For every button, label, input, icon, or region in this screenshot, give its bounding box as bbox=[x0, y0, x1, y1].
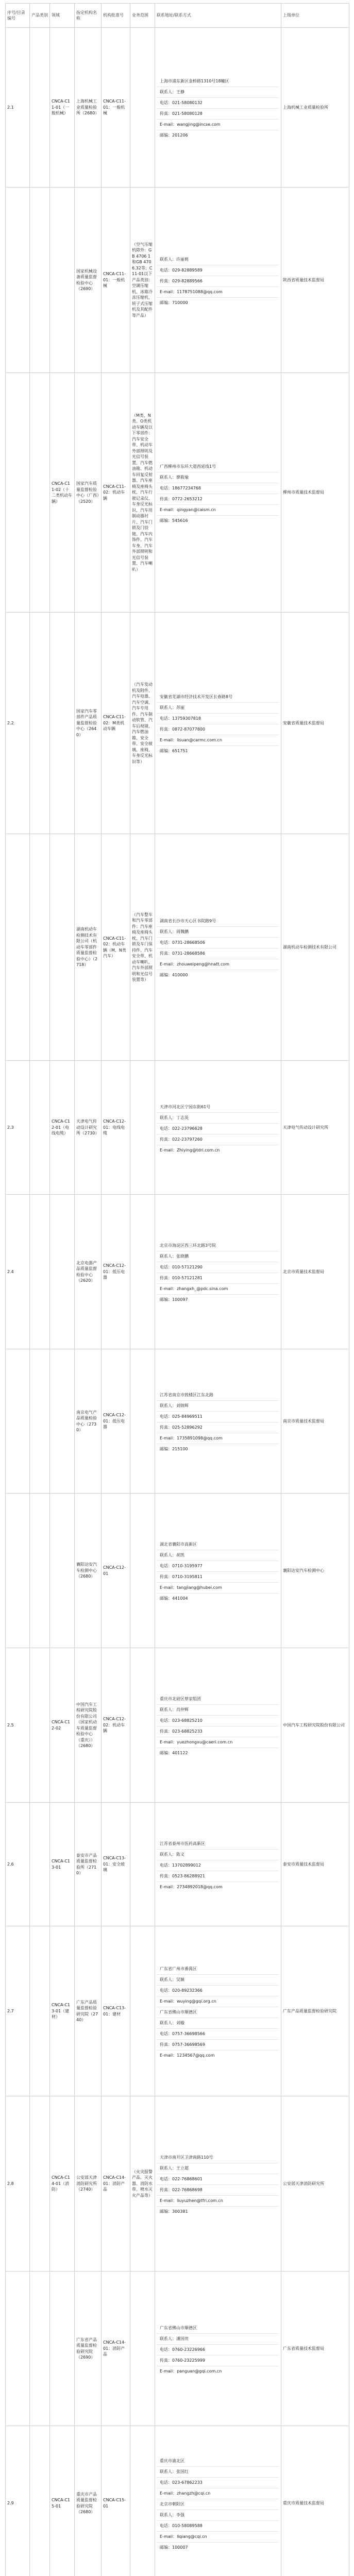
row-contact bbox=[155, 28, 281, 188]
contact-line: 传真：010-57121281 bbox=[157, 1273, 279, 1283]
row-seq: 2.1 bbox=[6, 28, 30, 188]
row-agency-code: CNCA-C15-01 bbox=[102, 2426, 130, 2576]
contact-line: 天津市南开区卫津南路110号 bbox=[160, 2155, 213, 2160]
row-contact bbox=[155, 188, 281, 373]
table-row bbox=[6, 1803, 349, 1926]
row-seq bbox=[6, 834, 30, 1061]
row-agency-name: 重庆市产品质量监督检验研究院（2680） bbox=[75, 2426, 102, 2576]
table-row bbox=[6, 373, 349, 613]
contact-line: 传真：0731-28668586 bbox=[157, 948, 279, 959]
row-domain bbox=[50, 1494, 75, 1648]
row-contact bbox=[155, 1926, 281, 2096]
contact-line: E-mail：1735891098@qq.com bbox=[157, 1433, 279, 1444]
contact-line: 传真：0772-2653212 bbox=[157, 494, 279, 504]
table-row bbox=[6, 1648, 349, 1803]
contact-line: 北京市海淀区西三环北路3号院 bbox=[160, 1243, 216, 1248]
row-agency-name: 公安部天津消防研究所（2740） bbox=[75, 2096, 102, 2272]
row-agency-code: CNCA-C13-01：建材 bbox=[102, 1926, 130, 2096]
contact-line: 邮编：300381 bbox=[157, 2206, 279, 2217]
contact-line: 电话：020-89232366 bbox=[157, 1985, 279, 1996]
row-scope bbox=[130, 1803, 155, 1926]
row-parent-unit: 重庆市质量技术监督局 bbox=[281, 2426, 349, 2576]
row-agency-code: CNCA-C12-02：机动车辆 bbox=[102, 1648, 130, 1803]
row-seq: 2.4 bbox=[6, 1195, 30, 1349]
row-agency-name: 国家机械设备质量监督检验中心（2690） bbox=[75, 188, 102, 373]
row-agency-code: CNCA-C11-01：一般机械 bbox=[102, 28, 130, 188]
row-category bbox=[30, 188, 50, 373]
contact-line: 广东省广州市番禺区 bbox=[160, 1966, 197, 1971]
contact-line: 联系人：李强 bbox=[157, 2510, 279, 2520]
row-parent-unit: 北京市质量技术监督局 bbox=[281, 1195, 349, 1349]
contact-line: 电话：0710-3195977 bbox=[157, 1561, 279, 1571]
row-agency-name: 国家汽车质量监督检验中心（广西）（2520） bbox=[75, 373, 102, 613]
row-scope bbox=[130, 1349, 155, 1494]
contact-line: 传真：022-23797260 bbox=[157, 1134, 279, 1145]
row-agency-name: 广东产品质量监督检验研究院（2740） bbox=[75, 1926, 102, 2096]
contact-line: 天津市河北区宁园东街61号 bbox=[160, 1104, 211, 1109]
contact-line: 联系人：陈义 bbox=[157, 1849, 279, 1860]
row-seq bbox=[6, 188, 30, 373]
table-row bbox=[6, 1926, 349, 2096]
row-category bbox=[30, 613, 50, 834]
header-seq: 序号/目录编号 bbox=[6, 4, 30, 28]
contact-line: 联系人：王静 bbox=[157, 87, 279, 97]
header-agency-code: 机构批准号 bbox=[102, 4, 130, 28]
header-category: 产品类别 bbox=[30, 4, 50, 28]
contact-line: E-mail：zhangxh_@pdc.sina.com bbox=[157, 1283, 279, 1294]
row-category bbox=[30, 373, 50, 613]
contact-line: E-mail：yuezhongxu@caeri.com.cn bbox=[157, 1737, 279, 1748]
contact-line: 电话：0757-36698566 bbox=[157, 2028, 279, 2039]
row-scope bbox=[130, 28, 155, 188]
contact-line: E-mail：zhangzh@cqi.cn bbox=[157, 2488, 279, 2499]
contact-line: E-mail：liuyuzhen@tfri.com.cn bbox=[157, 2195, 279, 2206]
row-category bbox=[30, 834, 50, 1061]
contact-line: 邮编：401122 bbox=[157, 1748, 279, 1758]
row-agency-name: 湖南机动车检测技术有限公司（机动车零部件质量监督检验中心）（2718） bbox=[75, 834, 102, 1061]
contact-line: E-mail：lisuan@carmc.com.cn bbox=[157, 735, 279, 745]
contact-line: E-mail：wangjing@incse.com bbox=[157, 119, 279, 130]
row-contact bbox=[155, 613, 281, 834]
row-contact bbox=[155, 1648, 281, 1803]
contact-line: E-mail：zhouweipeng@hnatt.com bbox=[157, 959, 279, 970]
contact-line: 联系人：张晓鹏 bbox=[157, 1251, 279, 1262]
row-contact bbox=[155, 1349, 281, 1494]
contact-line: 重庆市北碚区蔡家组团 bbox=[160, 1697, 201, 1701]
row-category bbox=[30, 1803, 50, 1926]
contact-line: 联系人：张国红 bbox=[157, 2466, 279, 2477]
row-domain: CNCA-C15-01 bbox=[50, 2426, 75, 2576]
row-agency-name: 天津电气传动设计研究所（2730） bbox=[75, 1061, 102, 1195]
contact-line: 传真：0710-3195811 bbox=[157, 1571, 279, 1582]
contact-line: 电话：0731-28668506 bbox=[157, 937, 279, 948]
contact-line: E-mail：tangjiang@hubei.com bbox=[157, 1582, 279, 1593]
row-category bbox=[30, 2096, 50, 2272]
row-domain bbox=[50, 188, 75, 373]
contact-line: 江苏省泰州市医药高新区 bbox=[160, 1841, 205, 1846]
row-parent-unit: 广东产品质量监督检验研究院 bbox=[281, 1926, 349, 2096]
row-scope bbox=[130, 1061, 155, 1195]
row-parent-unit: 泰安市质量技术监督局 bbox=[281, 1803, 349, 1926]
row-agency-name: 上海机械工业质量检验所（2680） bbox=[75, 28, 102, 188]
contact-line: 联系人：苏丽 bbox=[157, 702, 279, 713]
contact-line: 邮编：100007 bbox=[157, 2542, 279, 2553]
row-scope bbox=[130, 2426, 155, 2576]
contact-line: 邮编：545616 bbox=[157, 515, 279, 526]
contact-line: 重庆市渝北区 bbox=[160, 2458, 184, 2463]
contact-line: 联系人：丁志英 bbox=[157, 1112, 279, 1123]
row-agency-code: CNCA-C11-01：一般机械 bbox=[102, 188, 130, 373]
row-contact bbox=[155, 2096, 281, 2272]
row-contact bbox=[155, 1195, 281, 1349]
contact-line: 传真：029-82889566 bbox=[157, 276, 279, 286]
row-category bbox=[30, 28, 50, 188]
contact-line: E-mail：liqiang@cqi.cn bbox=[157, 2531, 279, 2542]
table-row bbox=[6, 1061, 349, 1195]
table-row bbox=[6, 2426, 349, 2576]
contact-line: 湖北省襄阳市高新区 bbox=[160, 1542, 197, 1547]
row-seq: 2.5 bbox=[6, 1648, 30, 1803]
contact-line: 传真：0760-23225999 bbox=[157, 2355, 279, 2366]
contact-line: 联系人：廖筱瑜 bbox=[157, 472, 279, 483]
row-agency-code: CNCA-C11-02：M类机动车辆 bbox=[102, 613, 130, 834]
row-domain: CNCA-C14-01（消防） bbox=[50, 2096, 75, 2272]
contact-line: 湖南省长沙市天心区书院路9号 bbox=[160, 919, 216, 923]
contact-line: 北京市朝阳区 bbox=[157, 2499, 279, 2510]
row-scope bbox=[130, 1648, 155, 1803]
contact-line: 联系人：王立超 bbox=[157, 2163, 279, 2174]
row-parent-unit: 公安部天津消防研究所 bbox=[281, 2096, 349, 2272]
contact-line: E-mail：panguan@gqi.com.cn bbox=[157, 2366, 279, 2377]
row-contact bbox=[155, 834, 281, 1061]
row-scope bbox=[130, 1195, 155, 1349]
contact-line: 传真：022-76868698 bbox=[157, 2184, 279, 2195]
header-contact: 联系地址/联系方式 bbox=[155, 4, 281, 28]
contact-line: 联系人：吴颖 bbox=[157, 1974, 279, 1985]
table-row bbox=[6, 1349, 349, 1494]
row-category bbox=[30, 1494, 50, 1648]
contact-line: 电话：0760-23226966 bbox=[157, 2344, 279, 2355]
row-domain: CNCA-C12-01（电线电缆） bbox=[50, 1061, 75, 1195]
contact-line: 广东省佛山市顺德区 bbox=[160, 2325, 197, 2330]
row-category bbox=[30, 2272, 50, 2426]
row-seq: 2.9 bbox=[6, 2426, 30, 2576]
header-parent-unit: 上级单位 bbox=[281, 4, 349, 28]
row-seq: 2.8 bbox=[6, 2096, 30, 2272]
contact-line: 电话：13759307818 bbox=[157, 713, 279, 724]
contact-line: 电话：010-57121290 bbox=[157, 1262, 279, 1273]
row-category bbox=[30, 1195, 50, 1349]
row-domain: CNCA-C11-01（一般机械） bbox=[50, 28, 75, 188]
contact-line: 邮编：215100 bbox=[157, 1444, 279, 1454]
row-scope: （汽车整车和汽车零部件：汽车座椅及座椅头枕、汽车门锁及车门保持件、汽车安全带、机动车喇叭、汽车外部照明和光信号装置等） bbox=[130, 834, 155, 1061]
row-seq: 2.7 bbox=[6, 1926, 30, 2096]
row-parent-unit: 安徽省质量技术监督局 bbox=[281, 613, 349, 834]
row-parent-unit: 湖南机动车检测技术有限公司 bbox=[281, 834, 349, 1061]
row-contact bbox=[155, 2272, 281, 2426]
contact-line: E-mail：1178751088@qq.com bbox=[157, 286, 279, 297]
row-scope bbox=[130, 2272, 155, 2426]
table-row bbox=[6, 28, 349, 188]
row-category bbox=[30, 1926, 50, 2096]
agency-registry-table bbox=[5, 3, 349, 2576]
contact-line: 传真：0757-36698569 bbox=[157, 2039, 279, 2050]
table-header-row bbox=[6, 4, 349, 28]
contact-line: 传真：023-68825233 bbox=[157, 1726, 279, 1737]
row-agency-code: CNCA-C12-01 bbox=[102, 1494, 130, 1648]
row-domain bbox=[50, 1195, 75, 1349]
table-row bbox=[6, 2272, 349, 2426]
row-category bbox=[30, 2426, 50, 2576]
contact-line: 联系人：刘锦辉 bbox=[157, 1400, 279, 1411]
row-agency-code: CNCA-C13-01：安全玻璃 bbox=[102, 1803, 130, 1926]
table-body bbox=[6, 28, 349, 2576]
row-seq: 2.6 bbox=[6, 1803, 30, 1926]
row-category bbox=[30, 1648, 50, 1803]
row-agency-code: CNCA-C11-02：机动车辆（M、N类汽车） bbox=[102, 834, 130, 1061]
contact-line: 传真：021-58080128 bbox=[157, 108, 279, 119]
contact-line: E-mail：2734892018@qq.com bbox=[157, 1882, 279, 1892]
row-agency-name: 北京电器产品质量监督检验中心（2620） bbox=[75, 1195, 102, 1349]
row-seq bbox=[6, 1494, 30, 1648]
row-parent-unit: 柳州市质量技术监督局 bbox=[281, 373, 349, 613]
row-agency-name: 南京电气产品质量检验中心（2730） bbox=[75, 1349, 102, 1494]
contact-line: 江苏省南京市鼓楼区江东北路 bbox=[160, 1393, 213, 1397]
contact-line: 联系人：胡凯 bbox=[157, 1550, 279, 1561]
contact-line: 传真：0872-87077800 bbox=[157, 724, 279, 735]
row-domain: CNCA-C13-01（建材） bbox=[50, 1926, 75, 2096]
row-domain bbox=[50, 1349, 75, 1494]
table-row bbox=[6, 613, 349, 834]
row-contact bbox=[155, 373, 281, 613]
row-agency-code: CNCA-C14-01：消防产品 bbox=[102, 2096, 130, 2272]
row-scope bbox=[130, 1926, 155, 2096]
contact-line: 联系人：潘国贵 bbox=[157, 2333, 279, 2344]
row-domain bbox=[50, 834, 75, 1061]
row-seq bbox=[6, 373, 30, 613]
contact-line: 邮编：100097 bbox=[157, 1294, 279, 1305]
contact-line: 电话：022-76868601 bbox=[157, 2174, 279, 2184]
contact-line: 电话：13702899012 bbox=[157, 1860, 279, 1871]
row-parent-unit: 陕西省质量技术监督局 bbox=[281, 188, 349, 373]
row-parent-unit: 南京市质量技术监督局 bbox=[281, 1349, 349, 1494]
contact-line: 联系人：许丽莉 bbox=[160, 257, 189, 262]
row-agency-name: 国家汽车零部件产品质量监督检验中心（2640） bbox=[75, 613, 102, 834]
row-agency-name: 广东省产品质量监督检验研究院（2690） bbox=[75, 2272, 102, 2426]
row-agency-code: CNCA-C12-01：低压电器 bbox=[102, 1349, 130, 1494]
row-category bbox=[30, 1349, 50, 1494]
table-row bbox=[6, 834, 349, 1061]
row-domain bbox=[50, 2272, 75, 2426]
row-contact bbox=[155, 1803, 281, 1926]
row-parent-unit: 广东省质量技术监督局 bbox=[281, 2272, 349, 2426]
row-seq: 2.3 bbox=[6, 1061, 30, 1195]
contact-line: 联系人：周魏鹏 bbox=[157, 926, 279, 937]
row-seq bbox=[6, 2272, 30, 2426]
contact-line: 广东省佛山市顺德区 bbox=[157, 2007, 279, 2018]
table-row bbox=[6, 1494, 349, 1648]
row-domain bbox=[50, 613, 75, 834]
row-scope bbox=[130, 1494, 155, 1648]
table-row bbox=[6, 1195, 349, 1349]
contact-line: E-mail：qingyan@caism.cn bbox=[157, 504, 279, 515]
header-domain: 领域 bbox=[50, 4, 75, 28]
contact-line: 电话：021-58080132 bbox=[157, 97, 279, 108]
contact-line: E-mail：1234567@qq.com bbox=[157, 2050, 279, 2061]
contact-line: 上海市浦东新区金桥路1310号18幢区 bbox=[160, 79, 229, 83]
contact-line: 电话：010-58089588 bbox=[157, 2520, 279, 2531]
contact-line: 传真：025-52896292 bbox=[157, 1422, 279, 1433]
row-parent-unit: 中国汽车工程研究院股份有限公司 bbox=[281, 1648, 349, 1803]
row-agency-code: CNCA-C12-01：电线电缆 bbox=[102, 1061, 130, 1195]
contact-line: 邮编：201206 bbox=[157, 130, 279, 141]
row-scope: （空气压缩机除外：GB 4706 1和GB 4706.32等；C11-01以下产品类别：空调压缩机、冰箱冷冻压缩机、转子式压缩机及其配件等产品） bbox=[130, 188, 155, 373]
row-agency-code: CNCA-C14-01：消防产品 bbox=[102, 2272, 130, 2426]
contact-line: 电话：025-84969511 bbox=[157, 1411, 279, 1422]
row-contact bbox=[155, 1061, 281, 1195]
row-domain: CNCA-C12-02 bbox=[50, 1648, 75, 1803]
contact-line: 电话：023-68825210 bbox=[157, 1715, 279, 1726]
row-scope: （M类、N类、O类机动车辆及以下零部件：汽车安全带、机动车外部照明及光信号装置、汽车燃油箱、机动车回复反射器、汽车座椅及座椅头枕、汽车行驶记录仪、车身反光标识、汽车用制动器衬片、汽车门锁及门铰链、汽车内饰件、汽车车身、汽车外部照明和光信号装置、汽车喇叭） bbox=[130, 373, 155, 613]
row-agency-code: CNCA-C11-02：机动车辆 bbox=[102, 373, 130, 613]
contact-line: 电话：18677234768 bbox=[157, 483, 279, 494]
row-domain: CNCA-C11-02（十二类机动车辆） bbox=[50, 373, 75, 613]
row-domain: CNCA-C13-01 bbox=[50, 1803, 75, 1926]
contact-line: 电话：029-82889589 bbox=[157, 265, 279, 276]
table-row bbox=[6, 188, 349, 373]
row-scope: （火灾报警产品、灭火器、消防水带、喷水灭火产品等） bbox=[130, 2096, 155, 2272]
header-agency-name: 指定机构名称 bbox=[75, 4, 102, 28]
contact-line: 邮编：651751 bbox=[157, 745, 279, 756]
row-scope: （汽车发动机及附件、汽车电器、汽车空调、汽车专用件、汽车制动软管、汽车后视镜、汽车燃油箱、安全带、安全玻璃、座椅、车身反光标识等） bbox=[130, 613, 155, 834]
contact-line: 电话：023-67862233 bbox=[157, 2477, 279, 2488]
row-parent-unit: 襄阳达安汽车检测中心 bbox=[281, 1494, 349, 1648]
row-category bbox=[30, 1061, 50, 1195]
contact-line: E-mail：Zhiying@tdri.com.cn bbox=[157, 1145, 279, 1156]
contact-line: E-mail：wuying@gqi.org.cn bbox=[157, 1996, 279, 2007]
contact-line: 邮编：710000 bbox=[157, 297, 279, 308]
contact-line: 安徽省芜湖市经济技术开发区长春路8号 bbox=[160, 694, 233, 699]
row-parent-unit: 天津电气传动设计研究所 bbox=[281, 1061, 349, 1195]
row-contact bbox=[155, 1494, 281, 1648]
contact-line: 电话：022-23796628 bbox=[157, 1123, 279, 1134]
row-agency-code: CNCA-C12-01：低压电器 bbox=[102, 1195, 130, 1349]
contact-line: 邮编：441004 bbox=[157, 1593, 279, 1604]
contact-line: 传真：0523-86288921 bbox=[157, 1871, 279, 1882]
table-row bbox=[6, 2096, 349, 2272]
row-agency-name: 中国汽车工程研究院股份有限公司（国家机动车质量监督检验中心（重庆））（2680） bbox=[75, 1648, 102, 1803]
row-agency-name: 泰安市产品质量监督检验所（2710） bbox=[75, 1803, 102, 1926]
row-seq: 2.2 bbox=[6, 613, 30, 834]
contact-line: 广西柳州市东环大道西延线1号 bbox=[160, 464, 216, 469]
row-agency-name: 襄阳达安汽车检测中心（2680） bbox=[75, 1494, 102, 1648]
contact-line: 邮编：410000 bbox=[157, 970, 279, 980]
contact-line: 联系人：刘璇 bbox=[157, 2018, 279, 2028]
row-parent-unit: 上海机械工业质量检验所 bbox=[281, 28, 349, 188]
row-contact bbox=[155, 2426, 281, 2576]
row-seq bbox=[6, 1349, 30, 1494]
header-scope: 业务范围 bbox=[130, 4, 155, 28]
contact-line: 联系人：肖仲辉 bbox=[157, 1704, 279, 1715]
